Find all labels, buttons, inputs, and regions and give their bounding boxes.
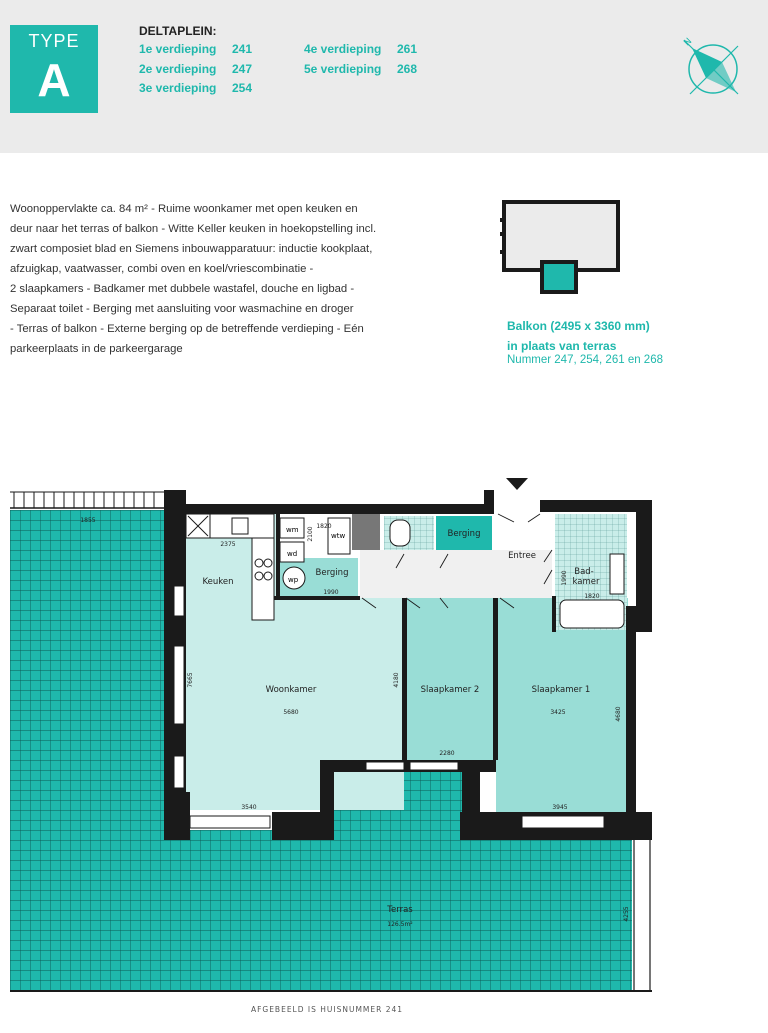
dim-terras-height: 4255 bbox=[623, 906, 630, 922]
type-word: TYPE bbox=[28, 31, 80, 51]
label-woonkamer: Woonkamer bbox=[265, 685, 317, 695]
type-letter: A bbox=[37, 54, 71, 106]
floor-label: 2e verdieping bbox=[139, 61, 217, 76]
dim-berging-width: 1990 bbox=[323, 589, 339, 596]
dim-kitchen-width: 2375 bbox=[220, 541, 236, 548]
dim-terrace-top: 1855 bbox=[80, 517, 96, 524]
label-badkamer-2: kamer bbox=[572, 577, 600, 587]
floor-row bbox=[304, 62, 417, 82]
floor-number: 268 bbox=[397, 61, 418, 76]
label-entree: Entree bbox=[508, 551, 536, 561]
description-line: afzuigkap, vaatwasser, combi oven en koel/vriescombinatie - bbox=[10, 263, 314, 275]
label-keuken: Keuken bbox=[202, 577, 234, 587]
plan-bottom-line bbox=[10, 990, 652, 992]
fixture-wm: wm bbox=[286, 526, 299, 534]
floor-number: 247 bbox=[232, 61, 253, 76]
floor-list-right bbox=[304, 42, 417, 81]
balkon-title-line: Balkon (2495 x 3360 mm) bbox=[507, 319, 650, 333]
dim-bath-width: 1820 bbox=[584, 593, 600, 600]
description-line: deur naar het terras of balkon - Witte Keller keuken in hoekopstelling incl. bbox=[10, 223, 377, 235]
woonkamer-room bbox=[186, 598, 404, 810]
balkon-title-line: in plaats van terras bbox=[507, 339, 617, 353]
type-badge bbox=[10, 25, 98, 113]
railing-ticks bbox=[14, 492, 154, 508]
floor-label: 4e verdieping bbox=[304, 42, 382, 56]
floor-row bbox=[139, 81, 252, 101]
floor-row bbox=[304, 42, 417, 62]
description-line: parkeerplaats in de parkeergarage bbox=[10, 343, 183, 355]
label-berging-top: Berging bbox=[447, 529, 481, 539]
description-line: Woonoppervlakte ca. 84 m² - Ruime woonkamer met open keuken en bbox=[10, 203, 358, 215]
dim-slaapkamer2-width: 2280 bbox=[439, 750, 455, 757]
balkon-title bbox=[507, 316, 650, 356]
floor-label: 3e verdieping bbox=[139, 81, 217, 95]
dim-terras-area: 126.5m² bbox=[387, 921, 413, 928]
description-line: zwart composiet blad en Siemens inbouwapparatuur: inductie kookplaat, bbox=[10, 243, 373, 255]
dim-berging-top: 1820 bbox=[316, 523, 332, 530]
mini-plan-balkon bbox=[500, 198, 624, 296]
slaapkamer1-room bbox=[496, 598, 628, 812]
balkon-subtitle: Nummer 247, 254, 261 en 268 bbox=[507, 354, 663, 366]
floor-plan bbox=[0, 470, 768, 1010]
label-slaapkamer1: Slaapkamer 1 bbox=[531, 685, 591, 695]
dim-woonkamer-side: 4180 bbox=[393, 672, 400, 688]
dim-woonkamer-bottom: 3540 bbox=[241, 804, 257, 811]
floor-number: 241 bbox=[232, 42, 253, 56]
floor-label: 5e verdieping bbox=[304, 61, 382, 76]
label-badkamer-1: Bad- bbox=[574, 567, 594, 577]
floor-label: 1e verdieping bbox=[139, 42, 217, 56]
floor-row bbox=[139, 42, 252, 62]
railing-top bbox=[10, 492, 165, 508]
dim-slaapkamer1-width: 3425 bbox=[550, 709, 566, 716]
fixture-wp: wp bbox=[288, 576, 299, 584]
slaapkamer2-room bbox=[405, 598, 495, 760]
dim-woonkamer-height: 7665 bbox=[187, 672, 194, 688]
description bbox=[10, 199, 450, 359]
dim-woonkamer-width: 5680 bbox=[283, 709, 299, 716]
railing-right bbox=[634, 840, 650, 990]
compass-label: N bbox=[682, 36, 695, 49]
entry-arrow-icon bbox=[506, 478, 528, 490]
fixture-wtw: wtw bbox=[331, 532, 346, 540]
description-line: 2 slaapkamers - Badkamer met dubbele wastafel, douche en ligbad - bbox=[10, 283, 355, 295]
fixture-wd: wd bbox=[287, 550, 298, 558]
floor-list-left bbox=[139, 42, 252, 101]
dim-berging-height: 2100 bbox=[307, 526, 314, 542]
dim-slaapkamer1-bottom: 3945 bbox=[552, 804, 568, 811]
terrace-tiles-bottom bbox=[10, 830, 632, 990]
header-band bbox=[0, 0, 768, 153]
dim-slaapkamer1-height: 4680 bbox=[615, 706, 622, 722]
label-slaapkamer2: Slaapkamer 2 bbox=[420, 685, 480, 695]
location-title: DELTAPLEIN: bbox=[139, 24, 217, 38]
dim-bath-height: 1990 bbox=[561, 570, 568, 586]
description-line: Separaat toilet - Berging met aansluiting voor wasmachine en droger bbox=[10, 303, 354, 315]
footer-note: AFGEBEELD IS HUISNUMMER 241 bbox=[250, 1005, 404, 1014]
floor-number: 254 bbox=[232, 81, 253, 95]
floor-row bbox=[139, 62, 252, 82]
compass-icon bbox=[676, 32, 746, 102]
floor-number: 261 bbox=[397, 42, 418, 56]
label-terras: Terras bbox=[387, 905, 413, 915]
description-line: - Terras of balkon - Externe berging op de betreffende verdieping - Eén bbox=[10, 323, 364, 335]
label-berging-inner: Berging bbox=[315, 568, 349, 578]
